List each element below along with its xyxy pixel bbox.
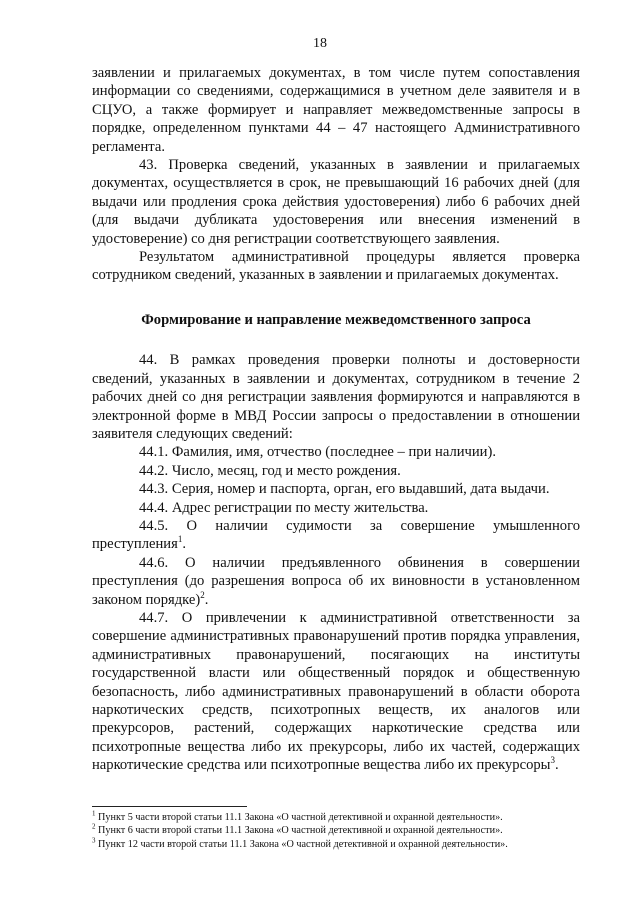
paragraph-44-5-text: 44.5. О наличии судимости за совершение умышленного преступления: [92, 517, 580, 553]
paragraph-intro: заявлении и прилагаемых документах, в том числе путем сопоставления информации со сведениями, содержащимися в учетном деле заявителя и в СЦУО, а также формирует и направляет межведомственные запросы в порядке, определенном пунктами 44 – 47 настоящего Административного регламента.: [92, 65, 580, 155]
footnote-mark: 3: [92, 836, 96, 845]
footnote-ref-2[interactable]: 2: [200, 589, 205, 600]
paragraph-result: Результатом административной процедуры является проверка сотрудником сведений, указанных в заявлении и прилагаемых документах.: [92, 249, 580, 284]
paragraph-44-1: 44.1. Фамилия, имя, отчество (последнее – при наличии).: [139, 444, 496, 461]
paragraph-44-7: 44.7. О привлечении к административной ответственности за совершение административных правонарушений против порядка управления, административных правонарушений, посягающих на институты государственной власти или общественный порядок и общественную безопасность, либо административных правонарушений в области оборота наркотических средств, психотропных веществ, их аналогов или прекурсоров, растений, содержащих наркотические средства или психотропные вещества либо их прекурсоры, либо их частей, содержащих наркотические средства или психотропные вещества либо их прекурсоры$^3$.: [92, 609, 580, 774]
paragraph-44: 44. В рамках проведения проверки полноты и достоверности сведений, указанных в заявлении и документах, сотрудником в течение 2 рабочих дней со дня регистрации заявления формируются и направляются в электронной форме в МВД России запросы о предоставлении в отношении заявителя следующих сведений:: [92, 352, 580, 442]
paragraph-44-4: 44.4. Адрес регистрации по месту жительства.: [139, 499, 429, 516]
footnote-ref-1[interactable]: 1: [177, 534, 183, 545]
footnote-text: Пункт 6 части второй статьи 11.1 Закона «О частной детективной и охранной деятельности».: [95, 825, 503, 837]
footnote-1: [92, 811, 592, 824]
footnote-text: Пункт 12 части второй статьи 11.1 Закона «О частной детективной и охранной деятельности».: [95, 838, 508, 850]
footnote-mark: 1: [92, 809, 96, 818]
paragraph-44-5: 44.5. О наличии судимости за совершение умышленного преступления$^1$.: [92, 517, 580, 553]
section-heading: Формирование и направление межведомственного запроса: [141, 311, 531, 328]
paragraph-44-6: 44.6. О наличии предъявленного обвинения в совершении преступления (до разрешения вопроса об их виновности в установленном законом порядке)$^2$.: [92, 554, 580, 608]
paragraph-44-3: 44.3. Серия, номер и паспорта, орган, его выдавший, дата выдачи.: [139, 481, 550, 498]
footnotes: [92, 811, 592, 851]
paragraph-44-6-text: 44.6. О наличии предъявленного обвинения в совершении преступления (до разрешения вопроса об их виновности в установленном законом порядке): [92, 554, 580, 608]
paragraph-43: 43. Проверка сведений, указанных в заявлении и прилагаемых документах, осуществляется в срок, не превышающий 16 рабочих дней (для выдачи или продления срока действия удостоверения) либо 6 рабочих дней (для выдачи дубликата удостоверения или внесения изменений в удостоверение) со дня регистрации соответствующего заявления.: [92, 157, 580, 247]
footnote-text: Пункт 5 части второй статьи 11.1 Закона «О частной детективной и охранной деятельности».: [95, 812, 503, 823]
footnote-ref-3[interactable]: 3: [550, 755, 555, 766]
document-body: [92, 64, 580, 775]
paragraph-44-2: 44.2. Число, месяц, год и место рождения.: [139, 462, 401, 479]
footnote-mark: 2: [92, 823, 96, 832]
footnote-separator: [92, 806, 247, 807]
footnote-2: [92, 824, 592, 837]
paragraph-44-7-text: 44.7. О привлечении к административной ответственности за совершение административных правонарушений против порядка управления, административных правонарушений, посягающих на институты государственной власти или общественный порядок и общественную безопасность, либо административных правонарушений в области оборота наркотических средств, психотропных веществ, их аналогов или прекурсоров, растений, содержащих наркотические средства или психотропные вещества либо их прекурсоры, либо их частей, содержащих наркотические средства или психотропные вещества либо их прекурсоры: [92, 609, 580, 774]
page-number: 18: [313, 36, 327, 51]
footnote-3: [92, 838, 592, 851]
